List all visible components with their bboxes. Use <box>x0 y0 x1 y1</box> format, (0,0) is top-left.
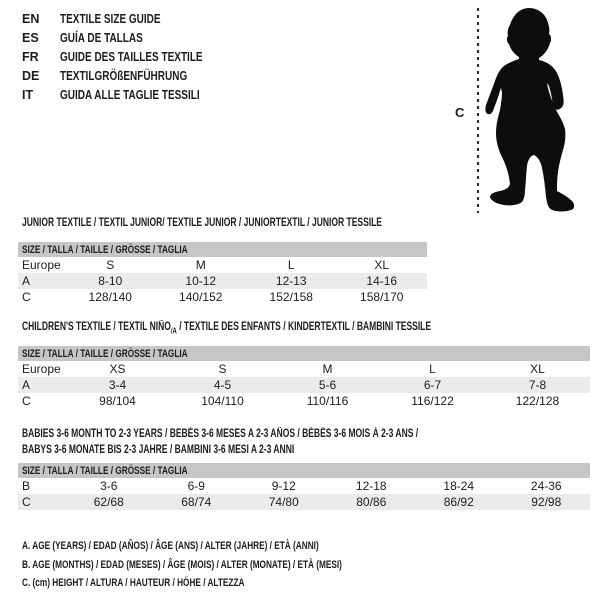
size-header-band <box>18 463 590 478</box>
language-row-de <box>22 67 238 86</box>
table-cell: 18-24 <box>443 479 475 493</box>
table-cell: 62/68 <box>93 495 124 509</box>
language-title: TEXTILE SIZE GUIDE <box>60 12 161 26</box>
language-row-fr <box>22 48 238 67</box>
table-cell: L <box>429 362 436 376</box>
table-row <box>18 273 427 289</box>
table-cell: 9-12 <box>271 479 296 493</box>
table-row <box>18 478 590 494</box>
language-code: DE <box>22 69 40 83</box>
table-row <box>18 494 590 510</box>
table-cell: M <box>322 362 333 376</box>
row-label: Europe <box>22 258 61 272</box>
table-cell: M <box>195 258 206 272</box>
size-header-band <box>18 346 590 361</box>
size-header-label: SIZE / TALLA / TAILLE / GRÖSSE / TAGLIA <box>22 243 188 256</box>
table-cell: 92/98 <box>531 495 562 509</box>
children-title-prefix: CHILDREN'S TEXTILE / TEXTIL NIÑO <box>22 321 171 333</box>
babies-section-title <box>22 426 557 458</box>
children-title-text <box>22 321 431 335</box>
language-code: FR <box>22 50 39 64</box>
table-row <box>18 377 590 393</box>
row-label: A <box>22 274 31 288</box>
language-code: IT <box>22 88 34 102</box>
table-cell: 74/80 <box>268 495 299 509</box>
table-cell: 80/86 <box>356 495 387 509</box>
babies-title-line2: BABYS 3-6 MONATE BIS 2-3 JAHRE / BAMBINI 3-6 MESI A 2-3 ANNI <box>22 444 295 456</box>
language-title: TEXTILGRÖßENFÜHRUNG <box>60 69 188 83</box>
children-section-title <box>22 321 575 335</box>
table-cell: 12-18 <box>355 479 387 493</box>
size-header-label: SIZE / TALLA / TAILLE / GRÖSSE / TAGLIA <box>22 464 188 477</box>
table-row <box>18 257 427 273</box>
table-row <box>18 393 590 409</box>
language-row-it <box>22 86 238 105</box>
language-row-es <box>22 29 238 48</box>
table-cell: 122/128 <box>515 394 560 408</box>
table-cell: 7-8 <box>528 378 547 392</box>
legend-line-c: C. (cm) HEIGHT / ALTURA / HAUTEUR / HÖHE / ALTEZZA <box>22 577 245 589</box>
size-header-label: SIZE / TALLA / TAILLE / GRÖSSE / TAGLIA <box>22 347 188 360</box>
table-row <box>18 361 590 377</box>
baby-silhouette-icon <box>480 6 580 216</box>
table-cell: 10-12 <box>185 274 217 288</box>
table-cell: 104/110 <box>201 394 244 408</box>
language-title-list <box>22 10 238 105</box>
babies-size-table <box>18 463 590 510</box>
language-title: GUÍA DE TALLAS <box>60 31 143 45</box>
table-cell: XL <box>374 258 390 272</box>
table-cell: 98/104 <box>99 394 136 408</box>
table-cell: 24-36 <box>530 479 562 493</box>
language-title: GUIDE DES TAILLES TEXTILE <box>60 50 203 64</box>
children-title-sub: /A <box>170 326 177 336</box>
table-cell: L <box>287 258 295 272</box>
language-title: GUIDA ALLE TAGLIE TESSILI <box>60 88 200 102</box>
babies-title-line1: BABIES 3-6 MONTH TO 2-3 YEARS / BEBÉS 3-6 MESES A 2-3 AÑOS / BÉBÉS 3-6 MOIS À 2-3 ANS / <box>22 428 419 440</box>
height-dotted-line <box>477 8 479 213</box>
table-cell: 128/140 <box>88 290 132 304</box>
language-row-en <box>22 10 238 29</box>
table-cell: 152/158 <box>269 290 313 304</box>
row-label: C <box>22 394 31 408</box>
table-row <box>18 289 427 305</box>
measurement-legend <box>22 537 449 593</box>
junior-size-table <box>18 242 427 305</box>
table-cell: S <box>106 258 115 272</box>
table-cell: 12-13 <box>275 274 307 288</box>
height-measure-figure <box>450 6 598 220</box>
table-cell: 4-5 <box>213 378 232 392</box>
table-cell: 116/122 <box>411 394 454 408</box>
table-cell: 14-16 <box>366 274 398 288</box>
children-title-suffix: / TEXTILE DES ENFANTS / KINDERTEXTIL / BAMBINI TESSILE <box>176 321 432 333</box>
table-cell: 140/152 <box>179 290 223 304</box>
table-cell: 68/74 <box>181 495 212 509</box>
table-cell: 5-6 <box>318 378 337 392</box>
junior-section-title <box>22 217 508 229</box>
table-cell: 3-6 <box>100 479 118 493</box>
table-cell: 110/116 <box>306 394 349 408</box>
legend-line-b: B. AGE (MONTHS) / EDAD (MESES) / ÂGE (MOIS) / ALTER (MONATE) / ETÀ (MESI) <box>22 558 342 571</box>
row-label: B <box>22 479 31 493</box>
children-size-table <box>18 346 590 409</box>
table-cell: XL <box>530 362 545 376</box>
table-cell: 6-9 <box>187 479 205 493</box>
table-cell: S <box>218 362 227 376</box>
table-cell: 158/170 <box>360 290 404 304</box>
language-code: EN <box>22 12 40 26</box>
size-header-band <box>18 242 427 257</box>
row-label: C <box>22 290 31 304</box>
language-code: ES <box>22 31 39 45</box>
height-measure-label: C <box>455 105 465 120</box>
row-label: C <box>22 495 31 509</box>
row-label: A <box>22 378 31 392</box>
table-cell: 86/92 <box>443 495 474 509</box>
legend-line-a: A. AGE (YEARS) / EDAD (AÑOS) / ÂGE (ANS) / ALTER (JAHRE) / ETÀ (ANNI) <box>22 540 319 552</box>
row-label: Europe <box>22 362 61 376</box>
table-cell: 6-7 <box>423 378 442 392</box>
table-cell: 8-10 <box>98 274 123 288</box>
table-cell: 3-4 <box>108 378 127 392</box>
table-cell: XS <box>109 362 126 376</box>
junior-title-text: JUNIOR TEXTILE / TEXTIL JUNIOR/ TEXTILE JUNIOR / JUNIORTEXTIL / JUNIOR TESSILE <box>22 217 382 229</box>
